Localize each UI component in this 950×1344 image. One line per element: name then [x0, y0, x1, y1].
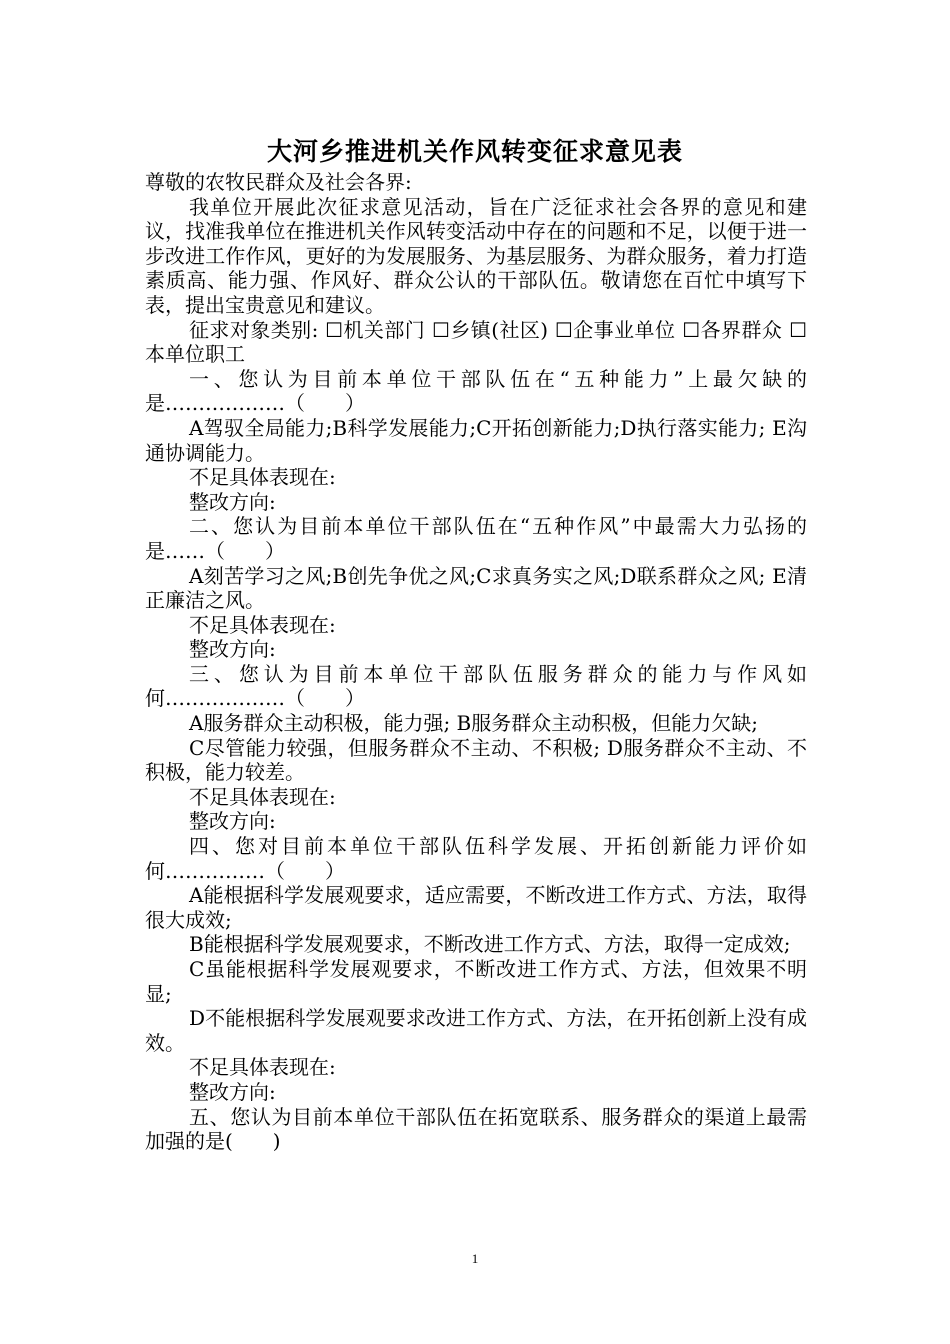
- document-body: [145, 170, 807, 1154]
- question-5: 五、您认为目前本单位干部队伍在拓宽联系、服务群众的渠道上最需加强的是( ): [145, 1104, 807, 1154]
- question-4-option-d: D不能根据科学发展观要求改进工作方式、方法，在开拓创新上没有成效。: [145, 1006, 807, 1055]
- question-4-direction: 整改方向:: [189, 1079, 276, 1104]
- question-4: 四、您对目前本单位干部队伍科学发展、开拓创新能力评价如何……………（ ）: [145, 834, 807, 883]
- question-1-options: A驾驭全局能力;B科学发展能力;C开拓创新能力;D执行落实能力; E沟通协调能力。: [145, 415, 807, 465]
- salutation: 尊敬的农牧民群众及社会各界:: [145, 170, 412, 194]
- question-1-direction: 整改方向:: [189, 489, 276, 514]
- document-title: 大河乡推进机关作风转变征求意见表: [266, 137, 683, 166]
- question-2-options: A刻苦学习之风;B创先争优之风;C求真务实之风;D联系群众之风; E清正廉洁之风。: [145, 563, 807, 613]
- question-3-direction: 整改方向:: [189, 809, 276, 834]
- intro-paragraph: 我单位开展此次征求意见活动，旨在广泛征求社会各界的意见和建议，找准我单位在推进机关作风转变活动中存在的问题和不足，以便于进一步改进工作作风，更好的为发展服务、为基层服务、为群众服务，着力打造素质高、能力强、作风好、群众公认的干部队伍。敬请您在百忙中填写下表，提出宝贵意见和建议。: [145, 194, 807, 317]
- question-2-direction: 整改方向:: [189, 637, 276, 662]
- question-3-options-ab: A服务群众主动积极，能力强; B服务群众主动积极，但能力欠缺;: [189, 711, 758, 736]
- question-3: 三、您认为目前本单位干部队伍服务群众的能力与作风如何………………（ ）: [145, 661, 807, 711]
- respondent-category: 征求对象类别: ☐机关部门 ☐乡镇(社区) ☐企事业单位 ☐各界群众 ☐本单位职工: [145, 317, 807, 367]
- question-2-shortfall: 不足具体表现在:: [189, 612, 336, 637]
- question-2: 二、您认为目前本单位干部队伍在“五种作风”中最需大力弘扬的是……（ ）: [145, 514, 807, 563]
- question-4-option-c: C虽能根据科学发展观要求，不断改进工作方式、方法，但效果不明显;: [145, 957, 807, 1006]
- question-3-options-cd: C尽管能力较强，但服务群众不主动、不积极; D服务群众不主动、不积极，能力较差。: [145, 735, 807, 785]
- question-3-shortfall: 不足具体表现在:: [189, 784, 336, 809]
- page-number: 1: [471, 1251, 479, 1266]
- question-4-option-b: B能根据科学发展观要求，不断改进工作方式、方法，取得一定成效;: [189, 932, 791, 957]
- question-4-option-a: A能根据科学发展观要求，适应需要，不断改进工作方式、方法，取得很大成效;: [145, 883, 807, 932]
- question-1: 一、您认为目前本单位干部队伍在“五种能力”上最欠缺的是………………（ ）: [145, 366, 807, 416]
- question-4-shortfall: 不足具体表现在:: [189, 1055, 336, 1080]
- question-1-shortfall: 不足具体表现在:: [189, 465, 336, 490]
